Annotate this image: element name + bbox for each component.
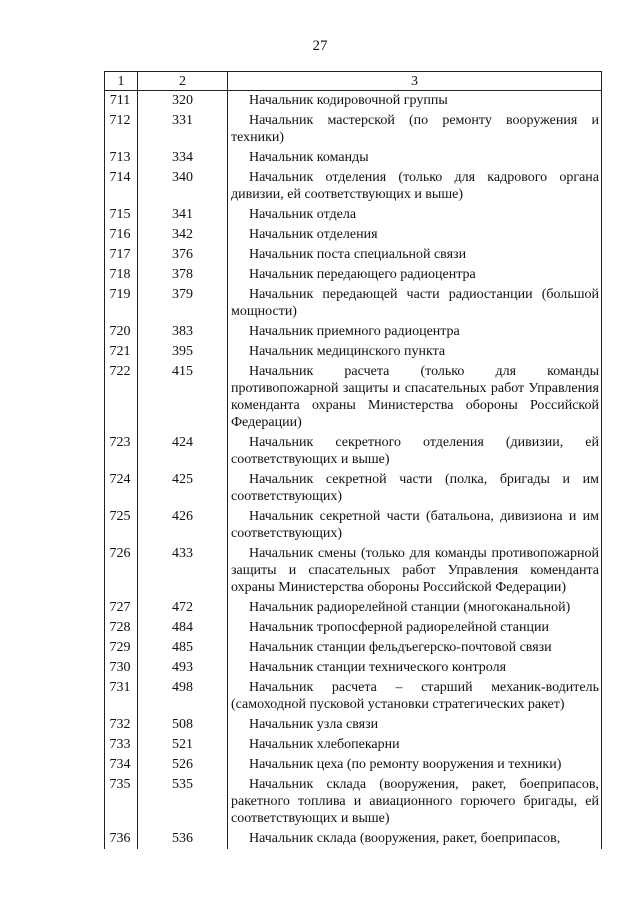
table-row	[105, 205, 602, 225]
table-row	[105, 829, 602, 849]
row-number-cell: 727	[105, 598, 138, 618]
position-title-cell: Начальник тропосферной радиорелейной станции	[228, 618, 602, 638]
position-title-cell: Начальник смены (только для команды противопожарной защиты и спасательных работ Управления коменданта охраны Министерства обороны Российской Федерации)	[228, 544, 602, 598]
table-row	[105, 598, 602, 618]
table-row	[105, 265, 602, 285]
table-row	[105, 775, 602, 829]
row-number-cell: 735	[105, 775, 138, 829]
table-row	[105, 285, 602, 322]
row-number-cell: 724	[105, 470, 138, 507]
table-row	[105, 362, 602, 433]
position-title-cell: Начальник поста специальной связи	[228, 245, 602, 265]
page-number: 27	[312, 38, 328, 54]
table-row	[105, 507, 602, 544]
position-code-cell: 341	[138, 205, 228, 225]
position-code-cell: 508	[138, 715, 228, 735]
row-number-cell: 732	[105, 715, 138, 735]
position-code-cell: 331	[138, 111, 228, 148]
position-title-cell: Начальник медицинского пункта	[228, 342, 602, 362]
row-number-cell: 736	[105, 829, 138, 849]
position-title-cell: Начальник склада (вооружения, ракет, боеприпасов,	[228, 829, 602, 849]
position-code-cell: 342	[138, 225, 228, 245]
positions-table	[104, 71, 602, 849]
position-title-cell: Начальник отделения (только для кадрового органа дивизии, ей соответствующих и выше)	[228, 168, 602, 205]
position-code-cell: 472	[138, 598, 228, 618]
table-row	[105, 544, 602, 598]
row-number-cell: 712	[105, 111, 138, 148]
position-code-cell: 433	[138, 544, 228, 598]
table-row	[105, 638, 602, 658]
table-row	[105, 735, 602, 755]
position-title-cell: Начальник расчета – старший механик-водитель (самоходной пусковой установки стратегических ракет)	[228, 678, 602, 715]
table-row	[105, 755, 602, 775]
column-header-2: 2	[138, 72, 228, 91]
table-row	[105, 470, 602, 507]
position-code-cell: 415	[138, 362, 228, 433]
column-header-3: 3	[228, 72, 602, 91]
position-title-cell: Начальник узла связи	[228, 715, 602, 735]
position-title-cell: Начальник приемного радиоцентра	[228, 322, 602, 342]
position-title-cell: Начальник секретного отделения (дивизии, ей соответствующих и выше)	[228, 433, 602, 470]
table-row	[105, 618, 602, 638]
position-code-cell: 485	[138, 638, 228, 658]
position-title-cell: Начальник радиорелейной станции (многоканальной)	[228, 598, 602, 618]
position-code-cell: 426	[138, 507, 228, 544]
row-number-cell: 716	[105, 225, 138, 245]
position-title-cell: Начальник мастерской (по ремонту вооружения и техники)	[228, 111, 602, 148]
position-title-cell: Начальник команды	[228, 148, 602, 168]
row-number-cell: 725	[105, 507, 138, 544]
position-code-cell: 320	[138, 91, 228, 112]
position-title-cell: Начальник отдела	[228, 205, 602, 225]
table-row	[105, 715, 602, 735]
table-row	[105, 168, 602, 205]
column-header-1: 1	[105, 72, 138, 91]
position-title-cell: Начальник цеха (по ремонту вооружения и техники)	[228, 755, 602, 775]
position-code-cell: 395	[138, 342, 228, 362]
position-code-cell: 334	[138, 148, 228, 168]
table-row	[105, 678, 602, 715]
position-code-cell: 383	[138, 322, 228, 342]
position-title-cell: Начальник станции фельдъегерско-почтовой связи	[228, 638, 602, 658]
row-number-cell: 731	[105, 678, 138, 715]
table-row	[105, 225, 602, 245]
row-number-cell: 728	[105, 618, 138, 638]
row-number-cell: 722	[105, 362, 138, 433]
table-row	[105, 91, 602, 112]
position-title-cell: Начальник склада (вооружения, ракет, боеприпасов, ракетного топлива и авиационного горючего бригады, ей соответствующих и выше)	[228, 775, 602, 829]
row-number-cell: 721	[105, 342, 138, 362]
row-number-cell: 720	[105, 322, 138, 342]
position-title-cell: Начальник передающего радиоцентра	[228, 265, 602, 285]
row-number-cell: 713	[105, 148, 138, 168]
position-title-cell: Начальник расчета (только для команды противопожарной защиты и спасательных работ Управления коменданта охраны Министерства обороны Российской Федерации)	[228, 362, 602, 433]
position-code-cell: 526	[138, 755, 228, 775]
position-code-cell: 340	[138, 168, 228, 205]
row-number-cell: 729	[105, 638, 138, 658]
position-title-cell: Начальник секретной части (полка, бригады и им соответствующих)	[228, 470, 602, 507]
table-header-row	[105, 72, 602, 91]
table-row	[105, 433, 602, 470]
position-code-cell: 484	[138, 618, 228, 638]
position-code-cell: 424	[138, 433, 228, 470]
row-number-cell: 730	[105, 658, 138, 678]
position-title-cell: Начальник станции технического контроля	[228, 658, 602, 678]
position-title-cell: Начальник передающей части радиостанции (большой мощности)	[228, 285, 602, 322]
position-code-cell: 536	[138, 829, 228, 849]
position-code-cell: 378	[138, 265, 228, 285]
table-row	[105, 658, 602, 678]
row-number-cell: 723	[105, 433, 138, 470]
row-number-cell: 719	[105, 285, 138, 322]
row-number-cell: 726	[105, 544, 138, 598]
position-code-cell: 493	[138, 658, 228, 678]
table-row	[105, 342, 602, 362]
table-row	[105, 322, 602, 342]
row-number-cell: 715	[105, 205, 138, 225]
position-title-cell: Начальник кодировочной группы	[228, 91, 602, 112]
position-code-cell: 376	[138, 245, 228, 265]
table-body	[105, 91, 602, 850]
position-title-cell: Начальник отделения	[228, 225, 602, 245]
row-number-cell: 717	[105, 245, 138, 265]
position-title-cell: Начальник секретной части (батальона, дивизиона и им соответствующих)	[228, 507, 602, 544]
table-row	[105, 148, 602, 168]
table-row	[105, 245, 602, 265]
row-number-cell: 714	[105, 168, 138, 205]
position-code-cell: 521	[138, 735, 228, 755]
table-row	[105, 111, 602, 148]
position-title-cell: Начальник хлебопекарни	[228, 735, 602, 755]
row-number-cell: 711	[105, 91, 138, 112]
row-number-cell: 733	[105, 735, 138, 755]
row-number-cell: 734	[105, 755, 138, 775]
position-code-cell: 425	[138, 470, 228, 507]
position-code-cell: 379	[138, 285, 228, 322]
row-number-cell: 718	[105, 265, 138, 285]
position-code-cell: 498	[138, 678, 228, 715]
position-code-cell: 535	[138, 775, 228, 829]
